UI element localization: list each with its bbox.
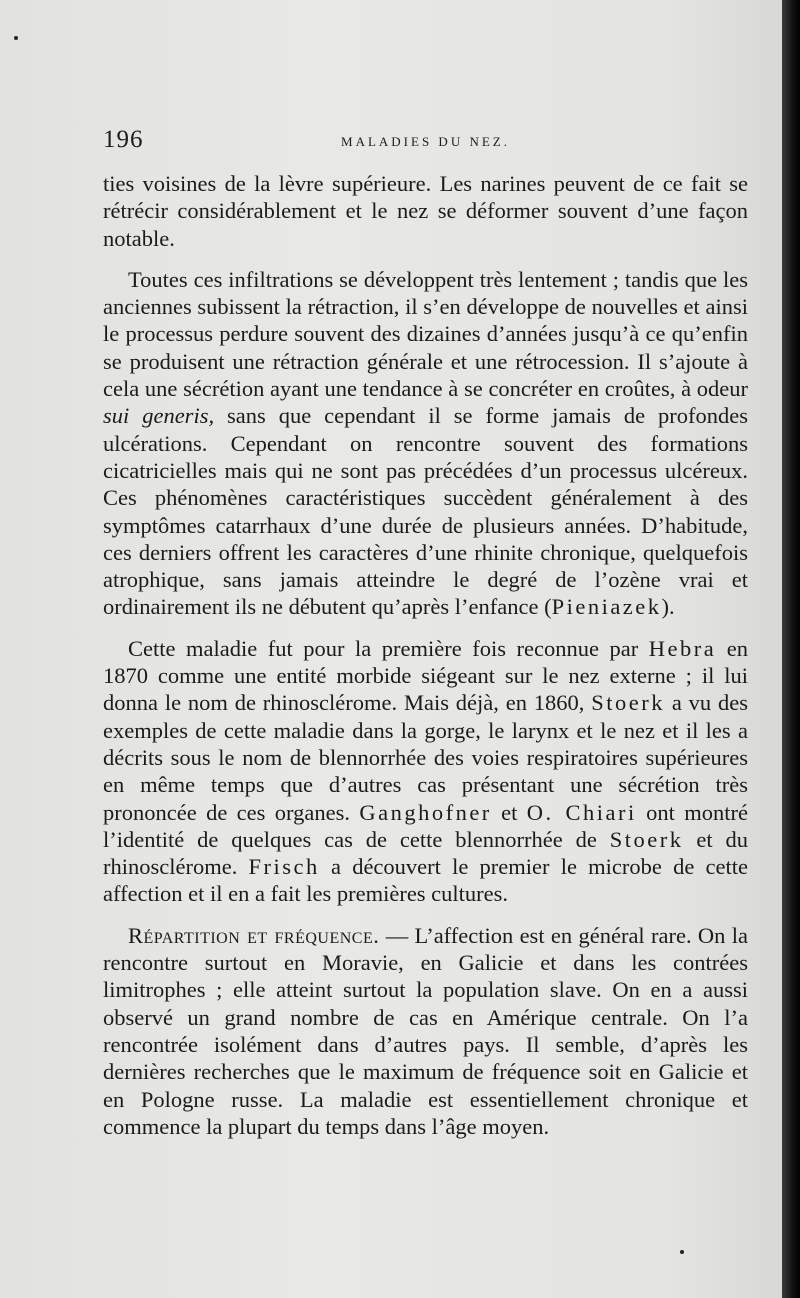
text-run: sans que cependant il se forme jamais de profondes ulcérations. Cependant on rencontre souvent des formations cicatricielles mais qui ne sont pas précédées d’un processus ulcéreux. Ces phénomènes caractéristiques succèdent généralement à des symptômes catarrhaux d’une durée de plusieurs années. D’habitude, ces derniers offrent les caractères d’une rhinite chronique, quelquefois atrophique, sans jamais atteindre le degré de l’ozène vrai et ordinairement ils ne débutent qu’après l’enfance ( bbox=[103, 403, 748, 620]
text-run: en 1870 comme une entité morbide siégeant sur le nez externe ; il lui donna le nom de rhinosclérome. Mais déjà, en 1860, bbox=[103, 635, 748, 716]
text-run: Cette maladie fut pour la première fois reconnue par bbox=[128, 635, 649, 661]
text-run: ont montré l’identité de quelques cas de cette blennorrhée de bbox=[103, 799, 749, 852]
text-run: a découvert le premier le microbe de cette affection et il en a fait les premières cultures. bbox=[103, 854, 748, 907]
text-run: ). bbox=[661, 594, 675, 620]
author-name: Pieniazek bbox=[551, 594, 662, 620]
paragraph bbox=[103, 922, 748, 1140]
speck bbox=[680, 1250, 684, 1254]
body-text bbox=[103, 170, 748, 1140]
page-header bbox=[103, 124, 748, 158]
text-run: Toutes ces infiltrations se développent très lentement ; tandis que les anciennes subissent la rétraction, il s’en développe de nouvelles et ainsi le processus perdure souvent des dizaines d’années jusqu’à ce qu’enfin se produisent une rétraction générale et une rétrocession. Il s’ajoute à cela une sécrétion ayant une tendance à se concréter en croûtes, à odeur bbox=[103, 266, 748, 402]
text-run: — L’affection est en général rare. On la rencontre surtout en Moravie, en Galicie et dans les contrées limitrophes ; elle atteint surtout la population slave. On en a aussi observé un grand nombre de cas en Amérique centrale. On l’a rencontrée isolément dans d’autres pays. Il semble, d’après les dernières recherches que le maximum de fréquence soit en Galicie et en Pologne russe. La maladie est essentiellement chronique et commence la plupart du temps dans l’âge moyen. bbox=[103, 922, 749, 1139]
author-name: Hebra bbox=[648, 635, 717, 661]
author-name: Stoerk bbox=[609, 826, 684, 852]
author-name: Frisch bbox=[248, 854, 320, 880]
speck bbox=[14, 36, 18, 40]
running-head: MALADIES DU NEZ. bbox=[341, 134, 510, 149]
text-run: et du rhinosclérome. bbox=[103, 826, 748, 880]
text-run: et bbox=[491, 799, 527, 825]
section-heading: Répartition et fréquence. bbox=[128, 922, 380, 948]
page-number: 196 bbox=[103, 126, 144, 153]
italic-phrase: sui generis, bbox=[103, 403, 215, 429]
page-edge-shadow bbox=[782, 0, 800, 1298]
author-name: O. Chiari bbox=[526, 799, 637, 825]
paragraph: ties voisines de la lèvre supérieure. Les narines peuvent de ce fait se rétrécir considérablement et le nez se déformer souvent d’une façon notable. bbox=[103, 171, 748, 251]
text-run: a vu des exemples de cette maladie dans la gorge, le larynx et le nez et il les a décrits sous le nom de blennorrhée des voies respiratoires supérieures en même temps que d’autres cas présentant une sécrétion très prononcée de ces organes. bbox=[103, 690, 748, 825]
author-name: Ganghofner bbox=[359, 799, 492, 825]
paragraph bbox=[103, 635, 748, 908]
author-name: Stoerk bbox=[591, 690, 666, 716]
paragraph bbox=[103, 266, 748, 621]
